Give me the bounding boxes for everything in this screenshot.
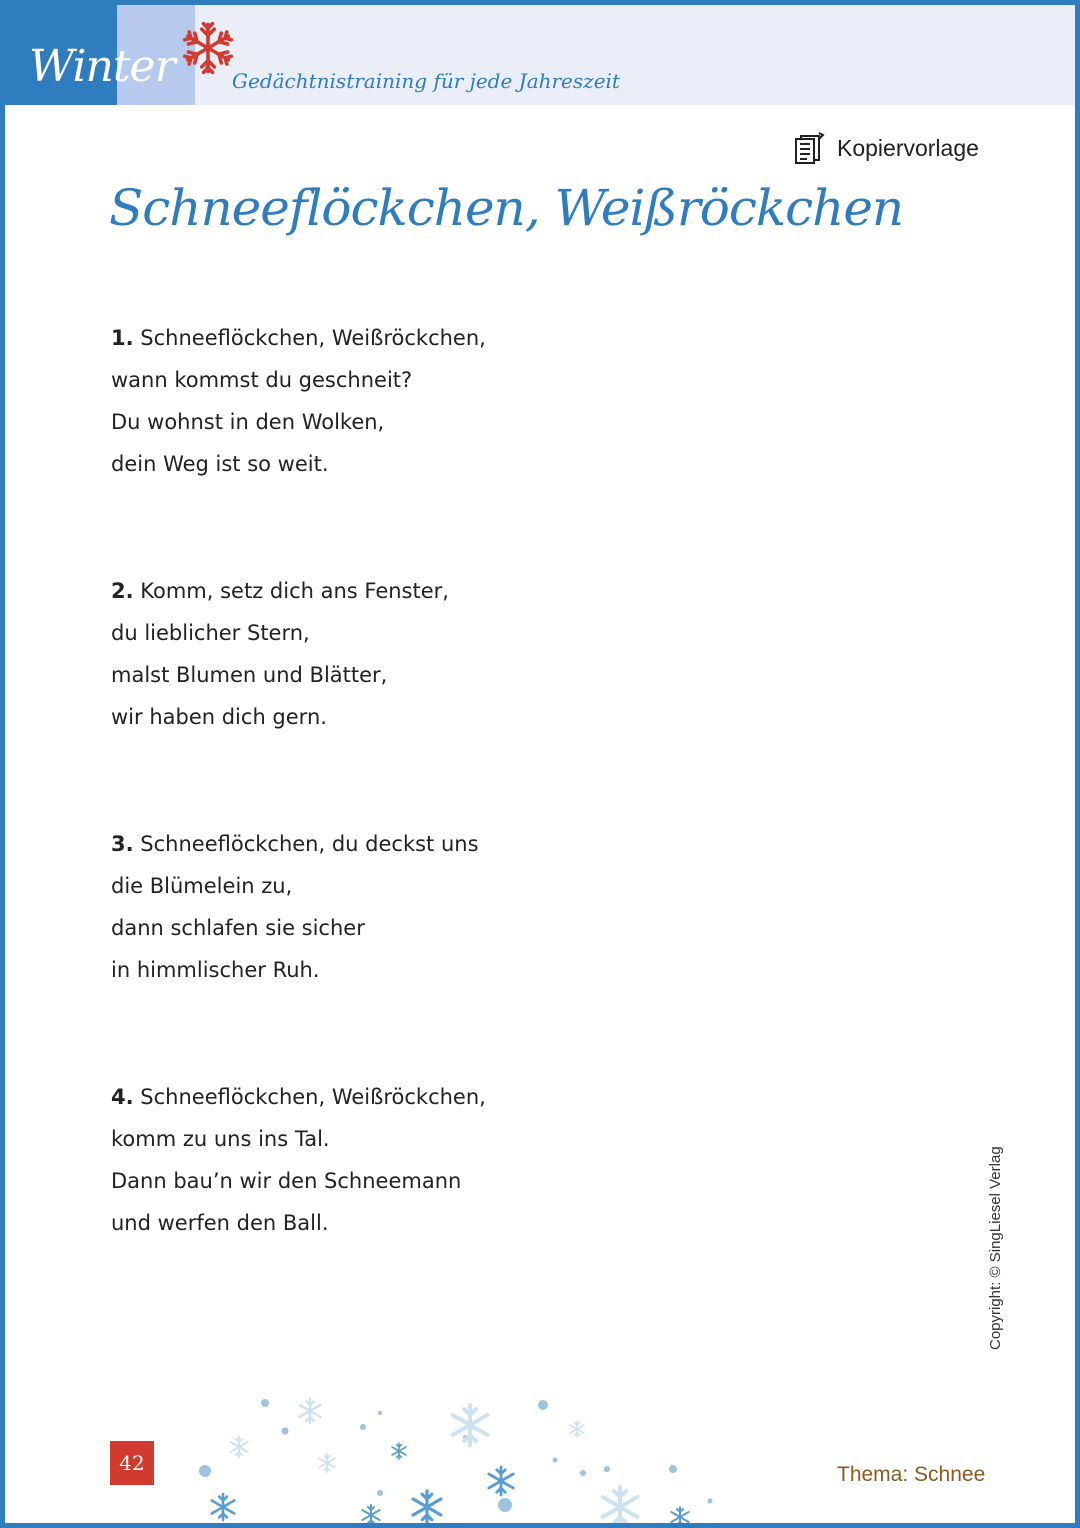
verse-number: 3. <box>111 832 134 856</box>
verse-line: 4. Schneeflöckchen, Weißröckchen, <box>111 1085 486 1109</box>
verse-line: dann schlafen sie sicher <box>111 916 365 940</box>
verse-line: die Blümelein zu, <box>111 874 293 898</box>
copy-template-marker <box>793 130 979 166</box>
verse-1 <box>111 317 486 485</box>
verse-line: 1. Schneeflöckchen, Weißröckchen, <box>111 326 486 350</box>
verse-line: du lieblicher Stern, <box>111 621 310 645</box>
verse-line: komm zu uns ins Tal. <box>111 1127 330 1151</box>
verse-line: Dann bau’n wir den Schneemann <box>111 1169 462 1193</box>
page-title: Schneeflöckchen, Weißröckchen <box>109 179 904 237</box>
verse-line: malst Blumen und Blätter, <box>111 663 388 687</box>
snowflakes-decoration <box>165 1385 745 1528</box>
copy-template-label: Kopiervorlage <box>837 134 979 161</box>
verse-number: 1. <box>111 326 134 350</box>
verse-line: in himmlischer Ruh. <box>111 958 320 982</box>
verse-line: wir haben dich gern. <box>111 705 327 729</box>
verse-number: 4. <box>111 1085 134 1109</box>
verse-line: dein Weg ist so weit. <box>111 452 329 476</box>
header-subtitle: Gedächtnistraining für jede Jahreszeit <box>232 69 620 93</box>
snowflake-icon <box>181 19 235 77</box>
verse-3 <box>111 823 479 991</box>
copyright-notice: Copyright: © SingLiesel Verlag <box>987 1146 1004 1350</box>
document-icon <box>793 130 829 166</box>
verse-4 <box>111 1076 486 1244</box>
verse-2 <box>111 570 449 738</box>
verse-line: 3. Schneeflöckchen, du deckst uns <box>111 832 479 856</box>
topic-label: Thema: Schnee <box>837 1463 986 1486</box>
verse-line: 2. Komm, setz dich ans Fenster, <box>111 579 449 603</box>
season-label: Winter <box>29 41 175 92</box>
verse-line: Du wohnst in den Wolken, <box>111 410 385 434</box>
page-number: 42 <box>110 1441 154 1485</box>
verse-line: und werfen den Ball. <box>111 1211 329 1235</box>
verse-number: 2. <box>111 579 134 603</box>
verse-line: wann kommst du geschneit? <box>111 368 413 392</box>
